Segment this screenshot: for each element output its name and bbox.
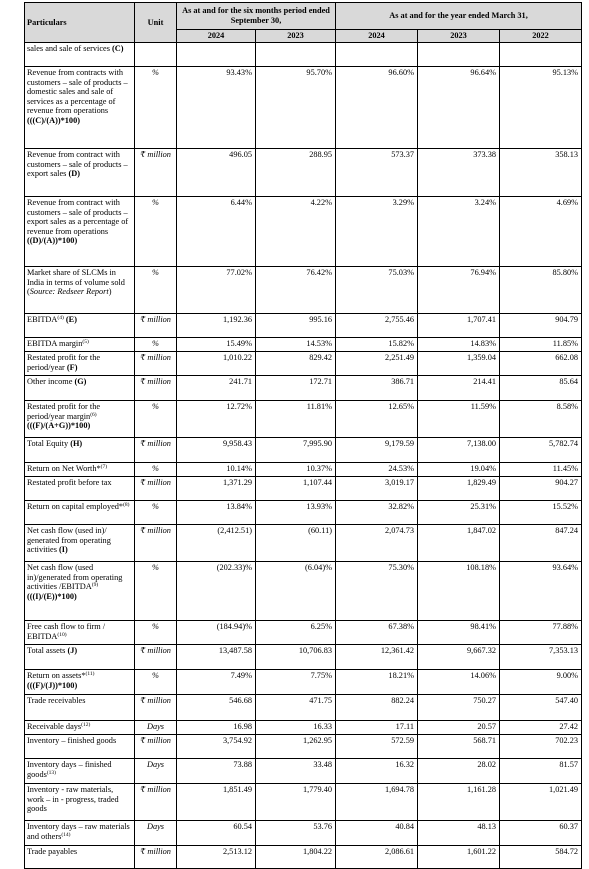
unit-cell: ₹ million <box>135 376 177 401</box>
row-label: Trade receivables <box>27 696 86 705</box>
unit-cell: % <box>135 562 177 621</box>
value-cell: 27.42 <box>500 721 582 735</box>
row-reference: (E) <box>65 315 77 324</box>
value-cell: 96.64% <box>418 67 500 149</box>
unit-cell: Days <box>135 721 177 735</box>
unit-cell: % <box>135 67 177 149</box>
table-row <box>25 821 582 846</box>
value-cell <box>336 43 418 67</box>
row-label: Restated profit before tax <box>27 478 112 487</box>
value-cell: 1,707.41 <box>418 314 500 338</box>
particulars-cell <box>25 846 135 869</box>
particulars-cell <box>25 438 135 463</box>
footnote-marker: (5) <box>82 339 89 345</box>
unit-cell: ₹ million <box>135 477 177 501</box>
value-cell: 3,754.92 <box>177 735 256 759</box>
value-cell: 241.71 <box>177 376 256 401</box>
value-cell: 1,829.49 <box>418 477 500 501</box>
value-cell: 2,513.12 <box>177 846 256 869</box>
unit-cell: ₹ million <box>135 846 177 869</box>
table-body <box>25 43 582 869</box>
value-cell: 11.85% <box>500 338 582 352</box>
row-reference: (((C)/(A))*100) <box>27 115 80 125</box>
particulars-cell <box>25 149 135 197</box>
value-cell: 1,359.04 <box>418 352 500 376</box>
value-cell: 14.53% <box>256 338 336 352</box>
value-cell: 546.68 <box>177 695 256 721</box>
row-label: Market share of SLCMs in India in terms of volume sold ( <box>27 268 125 297</box>
table-row <box>25 149 582 197</box>
value-cell: 13,487.58 <box>177 645 256 670</box>
value-cell: 829.42 <box>256 352 336 376</box>
row-reference: (H) <box>70 439 83 448</box>
unit-cell: % <box>135 338 177 352</box>
value-cell: 3.29% <box>336 197 418 267</box>
row-reference: (((F)/(A+G))*100) <box>27 421 91 431</box>
value-cell: 96.60% <box>336 67 418 149</box>
unit-cell: % <box>135 501 177 525</box>
value-cell: 12.65% <box>336 401 418 438</box>
value-cell: 172.71 <box>256 376 336 401</box>
year-header: 2024 <box>177 30 256 43</box>
footnote-marker: (4) <box>57 315 64 321</box>
value-cell: 48.13 <box>418 821 500 846</box>
particulars-cell <box>25 314 135 338</box>
footnote-marker: (14) <box>61 831 71 838</box>
footnote-marker: (9) <box>91 582 99 589</box>
value-cell: 108.18% <box>418 562 500 621</box>
value-cell: 1,021.49 <box>500 784 582 821</box>
value-cell: 1,010.22 <box>177 352 256 376</box>
value-cell: (2,412.51) <box>177 525 256 562</box>
value-cell: 14.06% <box>418 670 500 695</box>
unit-cell <box>135 43 177 67</box>
value-cell: 1,371.29 <box>177 477 256 501</box>
year-header: 2023 <box>256 30 336 43</box>
table-row <box>25 562 582 621</box>
year-header: 2023 <box>418 30 500 43</box>
row-label: Other income <box>27 377 73 386</box>
value-cell: 53.76 <box>256 821 336 846</box>
particulars-cell <box>25 401 135 438</box>
particulars-header: Particulars <box>25 3 135 43</box>
value-cell: 14.83% <box>418 338 500 352</box>
value-cell: 573.37 <box>336 149 418 197</box>
value-cell: 9,667.32 <box>418 645 500 670</box>
footnote-marker: (10) <box>57 631 67 638</box>
value-cell: 904.27 <box>500 477 582 501</box>
value-cell: 1,847.02 <box>418 525 500 562</box>
particulars-cell <box>25 463 135 477</box>
particulars-cell <box>25 477 135 501</box>
value-cell: 584.72 <box>500 846 582 869</box>
value-cell: 28.02 <box>418 759 500 784</box>
value-cell: 9,958.43 <box>177 438 256 463</box>
row-reference: (I) <box>59 545 68 555</box>
value-cell: 904.79 <box>500 314 582 338</box>
value-cell: 214.41 <box>418 376 500 401</box>
table-row <box>25 759 582 784</box>
row-label: Trade payables <box>27 847 78 856</box>
value-cell: 73.88 <box>177 759 256 784</box>
value-cell: 662.08 <box>500 352 582 376</box>
value-cell: 1,601.22 <box>418 846 500 869</box>
value-cell: (6.04)% <box>256 562 336 621</box>
value-cell: 60.37 <box>500 821 582 846</box>
value-cell: (184.94)% <box>177 621 256 645</box>
value-cell: 18.21% <box>336 670 418 695</box>
unit-cell: % <box>135 621 177 645</box>
row-label: Revenue from contract with customers – sale of products – export sales <box>27 150 128 179</box>
value-cell: 373.38 <box>418 149 500 197</box>
value-cell: 15.82% <box>336 338 418 352</box>
table-row <box>25 477 582 501</box>
six-months-header: As at and for the six months period ended September 30, <box>177 3 336 30</box>
particulars-cell <box>25 735 135 759</box>
value-cell: 702.23 <box>500 735 582 759</box>
table-row <box>25 67 582 149</box>
value-cell: (202.33)% <box>177 562 256 621</box>
value-cell: 1,262.95 <box>256 735 336 759</box>
footnote-marker: (12) <box>81 722 91 728</box>
particulars-cell <box>25 197 135 267</box>
value-cell: 16.33 <box>256 721 336 735</box>
table-row <box>25 463 582 477</box>
unit-cell: ₹ million <box>135 149 177 197</box>
value-cell: 75.30% <box>336 562 418 621</box>
row-label: Total assets <box>27 646 66 655</box>
unit-cell: % <box>135 197 177 267</box>
value-cell: 60.54 <box>177 821 256 846</box>
value-cell <box>418 43 500 67</box>
particulars-cell <box>25 621 135 645</box>
table-row <box>25 735 582 759</box>
particulars-cell <box>25 695 135 721</box>
particulars-cell <box>25 562 135 621</box>
row-label: Inventory – finished goods <box>27 736 117 745</box>
value-cell: 33.48 <box>256 759 336 784</box>
particulars-cell <box>25 784 135 821</box>
value-cell: 81.57 <box>500 759 582 784</box>
value-cell: 12.72% <box>177 401 256 438</box>
unit-cell: ₹ million <box>135 525 177 562</box>
particulars-cell <box>25 352 135 376</box>
financial-metrics-table <box>24 2 582 869</box>
row-label: Inventory - raw materials, work – in - progress, traded goods <box>27 785 119 814</box>
value-cell: 1,192.36 <box>177 314 256 338</box>
row-label: Net cash flow (used in)/ generated from operating activities <box>27 526 111 555</box>
footnote-marker: (11) <box>85 671 95 677</box>
table-row <box>25 43 582 67</box>
value-cell: 847.24 <box>500 525 582 562</box>
row-reference: (C) <box>112 44 124 53</box>
value-cell: 93.64% <box>500 562 582 621</box>
value-cell: 1,694.78 <box>336 784 418 821</box>
table-row <box>25 501 582 525</box>
particulars-cell <box>25 525 135 562</box>
value-cell: 16.98 <box>177 721 256 735</box>
value-cell: 1,107.44 <box>256 477 336 501</box>
unit-cell: Days <box>135 759 177 784</box>
value-cell: 77.02% <box>177 267 256 314</box>
table-row <box>25 721 582 735</box>
row-label-end: ) <box>108 287 112 297</box>
value-cell: 1,779.40 <box>256 784 336 821</box>
value-cell: 11.59% <box>418 401 500 438</box>
value-cell: 93.43% <box>177 67 256 149</box>
particulars-cell <box>25 376 135 401</box>
table-row <box>25 338 582 352</box>
value-cell: 7.75% <box>256 670 336 695</box>
value-cell: 24.53% <box>336 463 418 477</box>
row-label: Receivable days <box>27 722 82 731</box>
value-cell <box>177 43 256 67</box>
value-cell: 10,706.83 <box>256 645 336 670</box>
table-row <box>25 621 582 645</box>
value-cell: 2,251.49 <box>336 352 418 376</box>
value-cell: 750.27 <box>418 695 500 721</box>
row-reference: (G) <box>74 377 87 386</box>
value-cell: 10.14% <box>177 463 256 477</box>
particulars-cell <box>25 721 135 735</box>
value-cell: 3,019.17 <box>336 477 418 501</box>
value-cell: 386.71 <box>336 376 418 401</box>
table-row <box>25 695 582 721</box>
unit-cell: Days <box>135 821 177 846</box>
footnote-marker: (13) <box>46 769 56 776</box>
value-cell: 1,804.22 <box>256 846 336 869</box>
value-cell: 16.32 <box>336 759 418 784</box>
row-reference: (F) <box>66 362 78 372</box>
table-row <box>25 846 582 869</box>
value-cell: 95.13% <box>500 67 582 149</box>
table-row <box>25 267 582 314</box>
value-cell: 471.75 <box>256 695 336 721</box>
value-cell: 8.58% <box>500 401 582 438</box>
value-cell: 10.37% <box>256 463 336 477</box>
value-cell <box>256 43 336 67</box>
value-cell: 2,755.46 <box>336 314 418 338</box>
particulars-cell <box>25 821 135 846</box>
row-label: Return on assets* <box>27 671 86 680</box>
particulars-cell <box>25 67 135 149</box>
row-label: Free cash flow to firm / EBITDA <box>27 622 106 641</box>
row-label: Return on Net Worth* <box>27 464 101 473</box>
value-cell: 15.52% <box>500 501 582 525</box>
row-label: Return on capital employed* <box>27 502 124 511</box>
value-cell: 40.84 <box>336 821 418 846</box>
value-cell: 98.41% <box>418 621 500 645</box>
value-cell: 11.81% <box>256 401 336 438</box>
row-label: Restated profit for the period/year <box>27 353 101 372</box>
value-cell: 85.80% <box>500 267 582 314</box>
row-reference: ((D)/(A))*100) <box>27 236 78 246</box>
unit-cell: ₹ million <box>135 735 177 759</box>
row-label: Revenue from contract with customers – sale of products – export sales as a percentage of revenue from operations <box>27 198 129 236</box>
table-row <box>25 314 582 338</box>
value-cell: 496.05 <box>177 149 256 197</box>
particulars-cell <box>25 645 135 670</box>
year-ended-header: As at and for the year ended March 31, <box>336 3 582 30</box>
value-cell: 6.25% <box>256 621 336 645</box>
value-cell: 17.11 <box>336 721 418 735</box>
unit-cell: % <box>135 267 177 314</box>
unit-cell: ₹ million <box>135 438 177 463</box>
value-cell: 13.93% <box>256 501 336 525</box>
value-cell: 20.57 <box>418 721 500 735</box>
value-cell: 76.94% <box>418 267 500 314</box>
value-cell: 95.70% <box>256 67 336 149</box>
value-cell: 11.45% <box>500 463 582 477</box>
table-row <box>25 525 582 562</box>
value-cell: 7,995.90 <box>256 438 336 463</box>
row-label: sales and sale of services <box>27 44 110 53</box>
value-cell: 9.00% <box>500 670 582 695</box>
value-cell: 67.38% <box>336 621 418 645</box>
particulars-cell <box>25 759 135 784</box>
value-cell: 15.49% <box>177 338 256 352</box>
row-label: Revenue from contracts with customers – sale of products – domestic sales and sale of services as a percentage of revenue from operations <box>27 68 128 116</box>
value-cell: 85.64 <box>500 376 582 401</box>
table-row <box>25 376 582 401</box>
row-label: Inventory days – raw materials and others <box>27 822 130 841</box>
value-cell: 2,086.61 <box>336 846 418 869</box>
value-cell: 12,361.42 <box>336 645 418 670</box>
table-row <box>25 197 582 267</box>
row-label: Inventory days – finished goods <box>27 760 112 779</box>
table-row <box>25 645 582 670</box>
value-cell: 7,138.00 <box>418 438 500 463</box>
value-cell: 9,179.59 <box>336 438 418 463</box>
value-cell: 288.95 <box>256 149 336 197</box>
row-reference: (((I)/(E))*100) <box>27 591 77 601</box>
value-cell: 995.16 <box>256 314 336 338</box>
row-label: Net cash flow (used in)/generated from operating activities /EBITDA <box>27 563 123 592</box>
value-cell: (60.11) <box>256 525 336 562</box>
year-header: 2024 <box>336 30 418 43</box>
unit-cell: % <box>135 463 177 477</box>
footnote-marker: (8) <box>123 502 130 508</box>
footnote-marker: (7) <box>100 464 108 470</box>
value-cell: 5,782.74 <box>500 438 582 463</box>
unit-cell: ₹ million <box>135 784 177 821</box>
unit-cell: % <box>135 670 177 695</box>
value-cell: 76.42% <box>256 267 336 314</box>
row-label: Restated profit for the period/year margin <box>27 402 101 421</box>
unit-cell: ₹ million <box>135 645 177 670</box>
value-cell: 2,074.73 <box>336 525 418 562</box>
unit-cell: % <box>135 401 177 438</box>
value-cell: 19.04% <box>418 463 500 477</box>
row-source: Source: Redseer Report <box>29 287 109 297</box>
year-header: 2022 <box>500 30 582 43</box>
value-cell: 882.24 <box>336 695 418 721</box>
value-cell: 1,851.49 <box>177 784 256 821</box>
value-cell: 32.82% <box>336 501 418 525</box>
value-cell: 25.31% <box>418 501 500 525</box>
value-cell: 75.03% <box>336 267 418 314</box>
row-reference: (D) <box>68 169 81 179</box>
unit-header: Unit <box>135 3 177 43</box>
value-cell: 358.13 <box>500 149 582 197</box>
row-reference: (J) <box>67 646 78 655</box>
row-reference: (((F)/(J))*100) <box>27 680 78 690</box>
unit-cell: ₹ million <box>135 314 177 338</box>
value-cell: 568.71 <box>418 735 500 759</box>
value-cell: 77.88% <box>500 621 582 645</box>
particulars-cell <box>25 338 135 352</box>
value-cell: 6.44% <box>177 197 256 267</box>
table-row <box>25 670 582 695</box>
particulars-cell <box>25 670 135 695</box>
particulars-cell <box>25 267 135 314</box>
unit-cell: ₹ million <box>135 695 177 721</box>
row-label: Total Equity <box>27 439 69 448</box>
row-label: EBITDA <box>27 315 58 324</box>
value-cell: 3.24% <box>418 197 500 267</box>
value-cell: 1,161.28 <box>418 784 500 821</box>
value-cell: 7,353.13 <box>500 645 582 670</box>
value-cell: 572.59 <box>336 735 418 759</box>
value-cell: 547.40 <box>500 695 582 721</box>
table-row <box>25 352 582 376</box>
particulars-cell <box>25 43 135 67</box>
unit-cell: ₹ million <box>135 352 177 376</box>
particulars-cell <box>25 501 135 525</box>
table-row <box>25 438 582 463</box>
value-cell: 4.69% <box>500 197 582 267</box>
value-cell: 13.84% <box>177 501 256 525</box>
value-cell <box>500 43 582 67</box>
value-cell: 4.22% <box>256 197 336 267</box>
row-label: EBITDA margin <box>27 339 83 348</box>
value-cell: 7.49% <box>177 670 256 695</box>
table-row <box>25 401 582 438</box>
table-row <box>25 784 582 821</box>
footnote-marker: (6) <box>90 411 97 418</box>
